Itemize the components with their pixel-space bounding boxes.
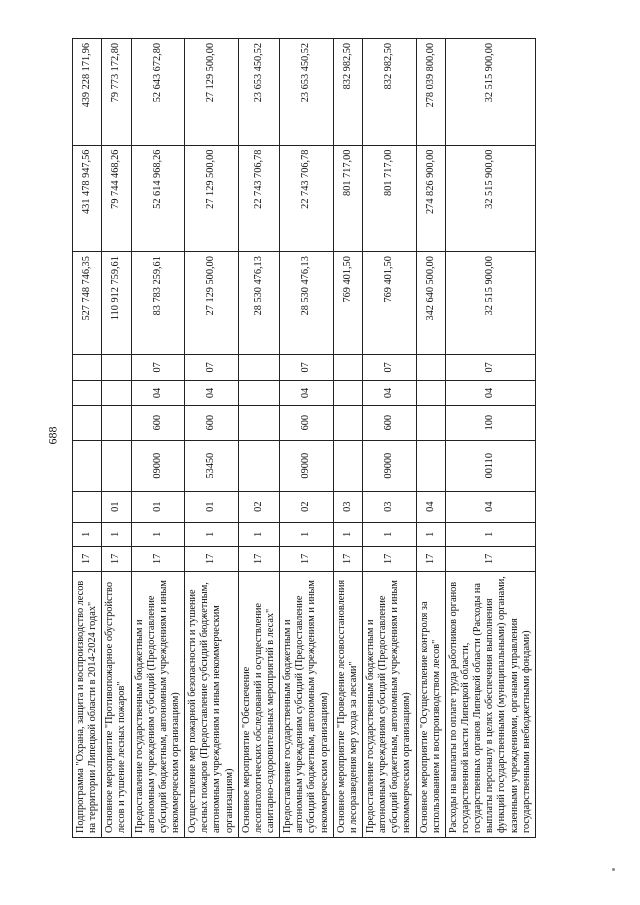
- expense-type-cell: [102, 405, 131, 440]
- amount-year3-cell: 52 643 672,80: [131, 39, 185, 146]
- amount-year2-cell: 79 744 468,26: [102, 145, 131, 252]
- row-name-cell: Расходы на выплаты по оплате труда работников органов государственной власти Липецкой области, государственных органов Липецкой области (Расходы на выплаты персоналу в целях обеспечения выполнения функций государственными (муниципальными) органами, казенными учреждениями, органами управления государственными внебюджетными фондами): [445, 571, 535, 837]
- amount-year2-cell: 27 129 500,00: [185, 145, 239, 252]
- row-name-cell: Предоставление государственным бюджетным и автономным учреждениям субсидий (Предоставление субсидий бюджетным, автономным учреждениям и иным некоммерческим организациям): [131, 571, 185, 837]
- section-cell: [102, 381, 131, 406]
- row-name-cell: Основное мероприятие "Обеспечение лесопатологических обследований и осуществление санитарно-оздоровительных мероприятий в лесах": [238, 571, 279, 837]
- event-code-cell: [73, 491, 102, 522]
- amount-year3-cell: 832 982,50: [333, 39, 362, 146]
- expense-type-cell: 600: [280, 405, 334, 440]
- amount-year3-cell: 23 653 450,52: [238, 39, 279, 146]
- subprogram-code-cell: 1: [131, 522, 185, 547]
- direction-code-cell: [102, 440, 131, 491]
- section-cell: [416, 381, 445, 406]
- amount-year2-cell: 52 614 968,26: [131, 145, 185, 252]
- subprogram-code-cell: 1: [333, 522, 362, 547]
- direction-code-cell: [416, 440, 445, 491]
- direction-code-cell: [238, 440, 279, 491]
- subprogram-code-cell: 1: [416, 522, 445, 547]
- program-code-cell: 17: [73, 547, 102, 572]
- program-code-cell: 17: [238, 547, 279, 572]
- amount-year2-cell: 801 717,00: [333, 145, 362, 252]
- amount-year1-cell: 110 912 759,61: [102, 252, 131, 354]
- table-row: [238, 39, 279, 838]
- event-code-cell: 02: [280, 491, 334, 522]
- amount-year1-cell: 27 129 500,00: [185, 252, 239, 354]
- table-row: [73, 39, 102, 838]
- table-row: [362, 39, 416, 838]
- subprogram-code-cell: 1: [238, 522, 279, 547]
- amount-year1-cell: 28 530 476,13: [280, 252, 334, 354]
- amount-year2-cell: 22 743 706,78: [238, 145, 279, 252]
- subsection-cell: 07: [280, 354, 334, 381]
- subsection-cell: 07: [362, 354, 416, 381]
- amount-year3-cell: 832 982,50: [362, 39, 416, 146]
- program-code-cell: 17: [185, 547, 239, 572]
- event-code-cell: 04: [445, 491, 535, 522]
- amount-year3-cell: 32 515 900,00: [445, 39, 535, 146]
- amount-year3-cell: 27 129 500,00: [185, 39, 239, 146]
- program-code-cell: 17: [131, 547, 185, 572]
- expense-type-cell: 600: [131, 405, 185, 440]
- amount-year1-cell: 83 783 259,61: [131, 252, 185, 354]
- table-row: [131, 39, 185, 838]
- row-name-cell: Основное мероприятие "Противопожарное обустройство лесов и тушение лесных пожаров": [102, 571, 131, 837]
- direction-code-cell: [73, 440, 102, 491]
- program-code-cell: 17: [445, 547, 535, 572]
- subsection-cell: 07: [131, 354, 185, 381]
- amount-year1-cell: 769 401,50: [362, 252, 416, 354]
- subprogram-code-cell: 1: [445, 522, 535, 547]
- section-cell: [73, 381, 102, 406]
- expense-type-cell: 600: [362, 405, 416, 440]
- amount-year3-cell: 439 228 171,96: [73, 39, 102, 146]
- subsection-cell: [102, 354, 131, 381]
- subsection-cell: [73, 354, 102, 381]
- subprogram-code-cell: 1: [73, 522, 102, 547]
- amount-year2-cell: 431 478 947,56: [73, 145, 102, 252]
- event-code-cell: 03: [362, 491, 416, 522]
- amount-year3-cell: 278 039 800,00: [416, 39, 445, 146]
- section-cell: 04: [185, 381, 239, 406]
- event-code-cell: 03: [333, 491, 362, 522]
- table-row: [333, 39, 362, 838]
- subsection-cell: [416, 354, 445, 381]
- table-row: [102, 39, 131, 838]
- event-code-cell: 01: [185, 491, 239, 522]
- budget-table: [72, 38, 536, 838]
- direction-code-cell: 09000: [131, 440, 185, 491]
- event-code-cell: 02: [238, 491, 279, 522]
- section-cell: [238, 381, 279, 406]
- table-row: [416, 39, 445, 838]
- amount-year1-cell: 28 530 476,13: [238, 252, 279, 354]
- section-cell: 04: [280, 381, 334, 406]
- event-code-cell: 04: [416, 491, 445, 522]
- expense-type-cell: 100: [445, 405, 535, 440]
- program-code-cell: 17: [416, 547, 445, 572]
- amount-year1-cell: 342 640 500,00: [416, 252, 445, 354]
- direction-code-cell: 09000: [362, 440, 416, 491]
- table-row: [445, 39, 535, 838]
- subsection-cell: [333, 354, 362, 381]
- program-code-cell: 17: [102, 547, 131, 572]
- subprogram-code-cell: 1: [185, 522, 239, 547]
- subsection-cell: [238, 354, 279, 381]
- direction-code-cell: 09000: [280, 440, 334, 491]
- page-number: 688: [45, 426, 60, 445]
- expense-type-cell: [333, 405, 362, 440]
- row-name-cell: Осуществление мер пожарной безопасности и тушение лесных пожаров (Предоставление субсидий бюджетным, автономным учреждениям и иным некоммерческим организациям): [185, 571, 239, 837]
- amount-year2-cell: 32 515 900,00: [445, 145, 535, 252]
- section-cell: [333, 381, 362, 406]
- section-cell: 04: [445, 381, 535, 406]
- amount-year3-cell: 79 773 172,80: [102, 39, 131, 146]
- subsection-cell: 07: [185, 354, 239, 381]
- event-code-cell: 01: [102, 491, 131, 522]
- amount-year2-cell: 801 717,00: [362, 145, 416, 252]
- rotated-page: [72, 38, 612, 838]
- row-name-cell: Предоставление государственным бюджетным и автономным учреждениям субсидий (Предоставление субсидий бюджетным, автономным учреждениям и иным некоммерческим организациям): [362, 571, 416, 837]
- row-name-cell: Основное мероприятие "Осуществление контроля за использованием и воспроизводством лесов": [416, 571, 445, 837]
- subprogram-code-cell: 1: [280, 522, 334, 547]
- expense-type-cell: [416, 405, 445, 440]
- amount-year2-cell: 274 826 900,00: [416, 145, 445, 252]
- program-code-cell: 17: [333, 547, 362, 572]
- subsection-cell: 07: [445, 354, 535, 381]
- row-name-cell: Предоставление государственным бюджетным и автономным учреждениям субсидий (Предоставление субсидий бюджетным, автономным учреждениям и иным некоммерческим организациям): [280, 571, 334, 837]
- amount-year1-cell: 32 515 900,00: [445, 252, 535, 354]
- row-name-cell: Основное мероприятие "Проведение лесовосстановления и лесоразведения мер ухода за лесами": [333, 571, 362, 837]
- table-row: [280, 39, 334, 838]
- direction-code-cell: 53450: [185, 440, 239, 491]
- section-cell: 04: [362, 381, 416, 406]
- expense-type-cell: [238, 405, 279, 440]
- direction-code-cell: [333, 440, 362, 491]
- amount-year1-cell: 527 748 746,35: [73, 252, 102, 354]
- amount-year2-cell: 22 743 706,78: [280, 145, 334, 252]
- subprogram-code-cell: 1: [362, 522, 416, 547]
- event-code-cell: 01: [131, 491, 185, 522]
- program-code-cell: 17: [362, 547, 416, 572]
- direction-code-cell: 00110: [445, 440, 535, 491]
- subprogram-code-cell: 1: [102, 522, 131, 547]
- scan-dot: [612, 868, 615, 871]
- amount-year1-cell: 769 401,50: [333, 252, 362, 354]
- expense-type-cell: [73, 405, 102, 440]
- amount-year3-cell: 23 653 450,52: [280, 39, 334, 146]
- section-cell: 04: [131, 381, 185, 406]
- expense-type-cell: 600: [185, 405, 239, 440]
- table-row: [185, 39, 239, 838]
- program-code-cell: 17: [280, 547, 334, 572]
- row-name-cell: Подпрограмма "Охрана, защита и воспроизводство лесов на территории Липецкой области в 2014-2024 годах": [73, 571, 102, 837]
